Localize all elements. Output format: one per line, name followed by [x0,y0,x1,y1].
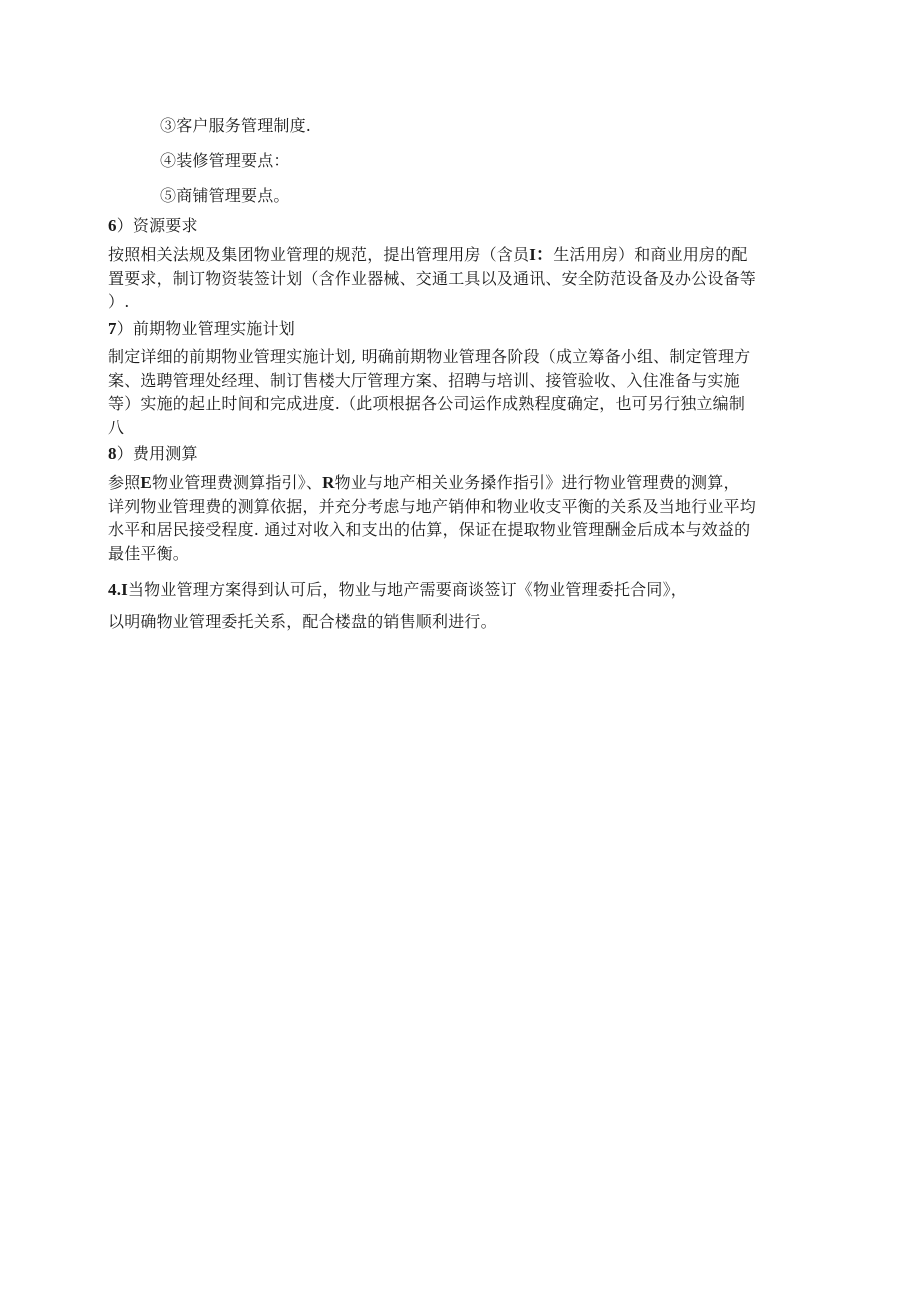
section-6-number: 6 [108,216,117,235]
paragraph-line: 案、选聘管理处经理、制订售楼大厅管理方案、招聘与培训、接管验收、入住准备与实施 [108,370,740,390]
section-6-paragraph [108,243,798,314]
section-7-paragraph [108,345,798,439]
text-run-bold: R [322,473,335,492]
paragraph-line: 水平和居民接受程度. 通过对收入和支出的估算，保证在提取物业管理酬金后成本与效益的 [108,520,751,539]
paragraph-line: ）. [108,292,130,311]
section-8-paragraph [108,471,798,565]
list-item-shops: ⑤商铺管理要点。 [160,186,290,205]
paragraph-line: 等）实施的起止时间和完成进度.（此项根据各公司运作成熟程度确定，也可另行独立编制 [108,394,746,413]
text-run: 参照 [108,473,141,492]
list-item-decoration: ④装修管理要点： [160,151,290,170]
paragraph-line: 详列物业管理费的测算依据，并充分考虑与地产销伸和物业收支平衡的关系及当地行业平均 [108,496,757,516]
section-4-1-line-1 [108,580,687,600]
section-7-heading [108,319,295,339]
text-run-bold: E [140,473,152,492]
paragraph-line [108,471,798,495]
list-item-customer-service: ③客户服务管理制度. [160,116,312,135]
text-run: 物业管理费测算指引》、 [151,473,323,492]
section-7-title: ）前期物业管理实施计划 [116,319,295,338]
section-4-1-number: 4.I [108,580,128,599]
section-4-1-line-2: 以明确物业管理委托关系，配合楼盘的销售顺利进行。 [108,612,497,631]
section-8-number: 8 [108,444,117,463]
paragraph-line: 八 [108,417,125,437]
text-run: 按照相关法规及集团物业管理的规范，提出管理用房（含员 [108,245,530,264]
section-8-heading [108,444,198,464]
section-4-1-text: 当物业管理方案得到认可后，物业与地产需要商谈签订《物业管理委托合同》， [127,580,687,599]
text-run-bold: I： [529,245,554,264]
section-8-title: ）费用测算 [116,444,198,463]
paragraph-line [108,243,798,267]
section-7-number: 7 [108,319,117,338]
paragraph-line: 置要求，制订物资装签计划（含作业器械、交通工具以及通讯、安全防范设备及办公设备等 [108,268,757,288]
section-6-title: ）资源要求 [116,216,198,235]
paragraph-line: 制定详细的前期物业管理实施计划, 明确前期物业管理各阶段（成立筹备小组、制定管理方 [108,347,751,366]
paragraph-line: 最佳平衡。 [108,543,190,563]
section-6-heading [108,216,198,236]
text-run: 生活用房）和商业用房的配 [553,245,748,264]
text-run: 物业与地产相关业务搡作指引》进行物业管理费的测算， [334,473,740,492]
